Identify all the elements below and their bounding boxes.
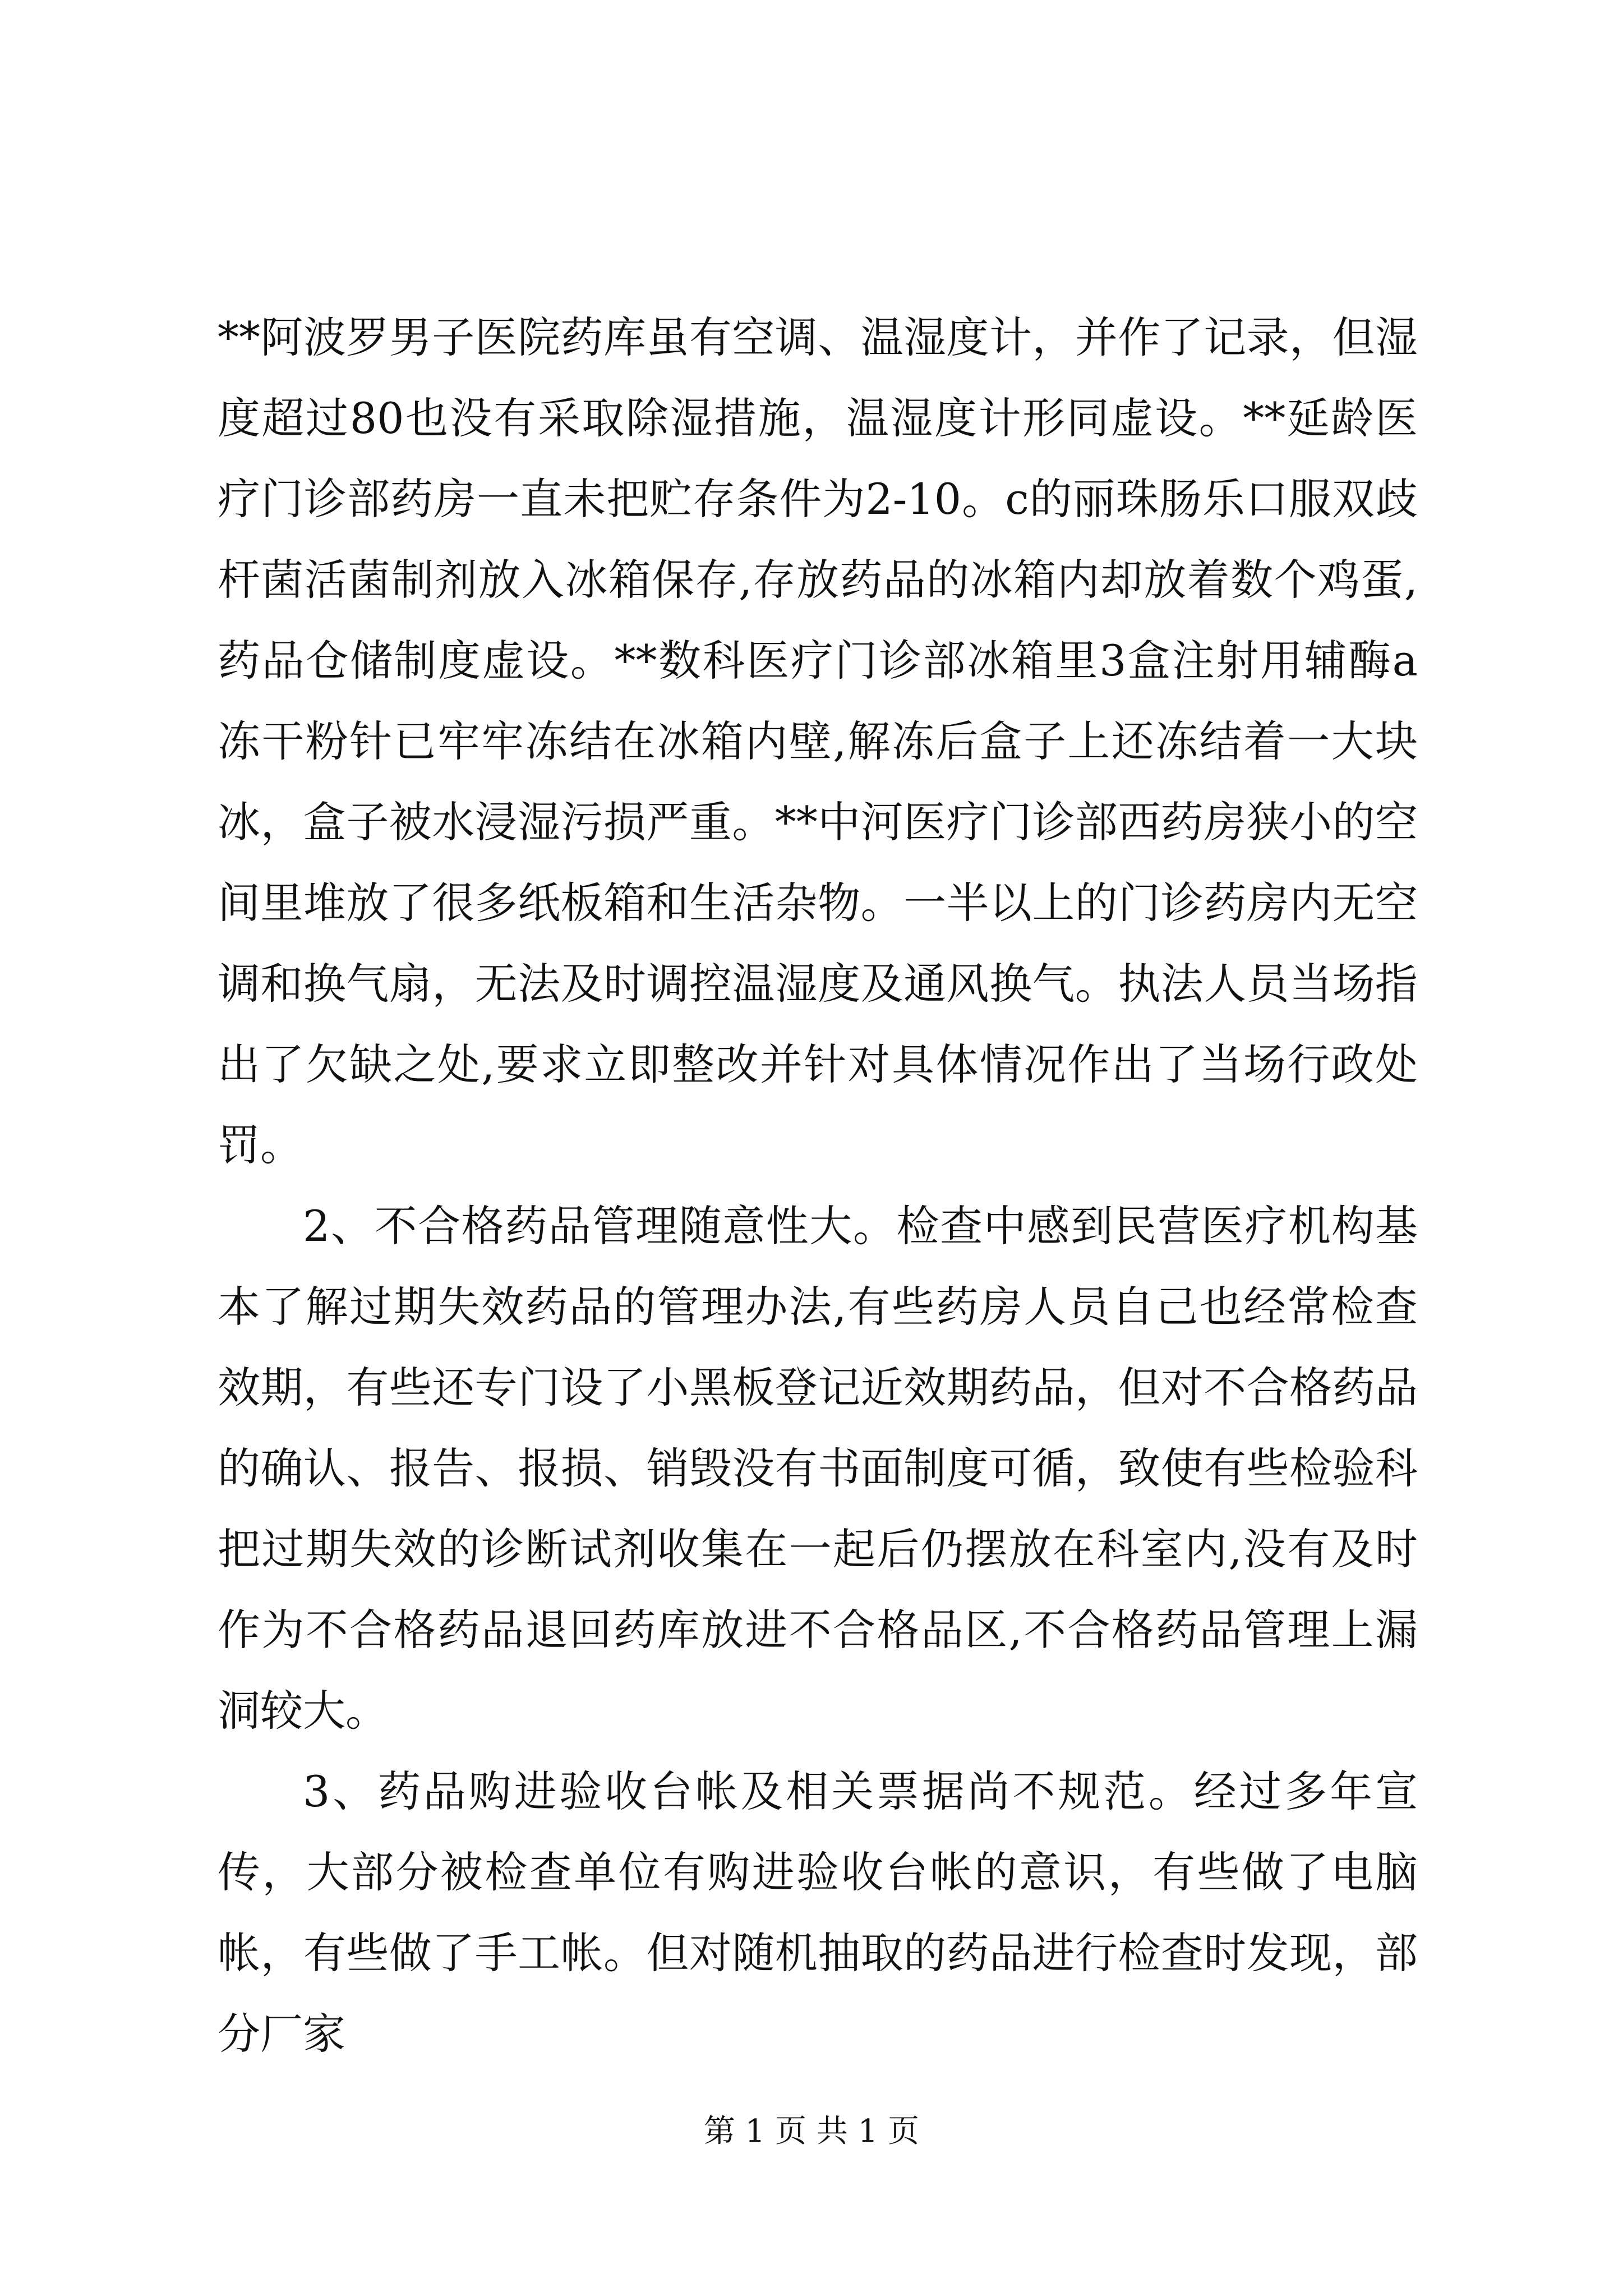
paragraph-storage-conditions: **阿波罗男子医院药库虽有空调、温湿度计，并作了记录，但湿度超过80也没有采取除湿措施，温湿度计形同虚设。**延龄医疗门诊部药房一直未把贮存条件为2-10。c的丽珠肠乐口服双歧杆菌活菌制剂放入冰箱保存,存放药品的冰箱内却放着数个鸡蛋,药品仓储制度虚设。**数科医疗门诊部冰箱里3盒注射用辅酶a冻干粉针已牢牢冻结在冰箱内壁,解冻后盒子上还冻结着一大块冰，盒子被水浸湿污损严重。**中河医疗门诊部西药房狭小的空间里堆放了很多纸板箱和生活杂物。一半以上的门诊药房内无空调和换气扇，无法及时调控温湿度及通风换气。执法人员当场指出了欠缺之处,要求立即整改并针对具体情况作出了当场行政处罚。 <box>218 312 1418 1170</box>
page-footer: 第 1 页 共 1 页 <box>703 2113 920 2150</box>
paragraph-purchase-records: 3、药品购进验收台帐及相关票据尚不规范。经过多年宣传，大部分被检查单位有购进验收台帐的意识，有些做了电脑帐，有些做了手工帐。但对随机抽取的药品进行检查时发现，部分厂家 <box>218 1766 1418 2059</box>
paragraph-unqualified-drugs: 2、不合格药品管理随意性大。检查中感到民营医疗机构基本了解过期失效药品的管理办法,有些药房人员自己也经常检查效期，有些还专门设了小黑板登记近效期药品，但对不合格药品的确认、报告、报损、销毁没有书面制度可循，致使有些检验科把过期失效的诊断试剂收集在一起后仍摆放在科室内,没有及时作为不合格药品退回药库放进不合格品区,不合格药品管理上漏洞较大。 <box>218 1201 1418 1736</box>
document-body <box>218 297 1418 2074</box>
